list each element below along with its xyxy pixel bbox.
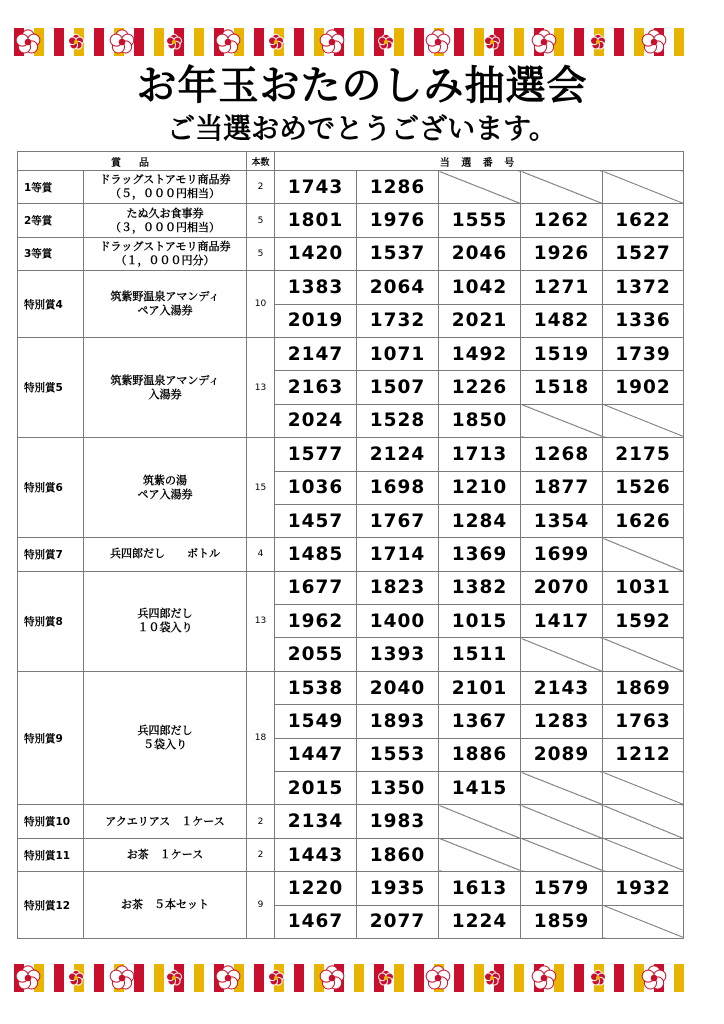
winning-number: 1926 [521,237,603,270]
table-header-row [18,152,684,171]
winning-number: 1626 [603,504,684,537]
empty-cell [439,838,521,871]
winning-number: 2134 [275,805,357,838]
empty-cell [603,805,684,838]
plum-blossom-icon [320,30,344,53]
winning-number: 1372 [603,271,684,304]
prize-name-line: ペア入湯券 [137,487,193,501]
winning-number: 2089 [521,738,603,771]
winning-number: 1415 [439,772,521,805]
prize-name-line: アクエリアス １ケース [105,814,225,828]
winning-number: 1528 [357,404,439,437]
prize-count: 13 [247,337,275,437]
bottom-decorative-banner [14,964,690,992]
winning-number: 1482 [521,304,603,337]
prize-name [84,538,247,571]
prize-count: 4 [247,538,275,571]
top-decorative-banner [14,28,690,56]
prize-name-line: ペア入湯券 [137,304,193,318]
winning-number: 1042 [439,271,521,304]
empty-cell [439,805,521,838]
prize-name [84,271,247,338]
empty-cell [603,772,684,805]
winning-number: 1492 [439,337,521,370]
empty-cell [521,772,603,805]
prize-rank: 2等賞 [18,204,84,237]
winning-number: 1383 [275,271,357,304]
winning-number: 1859 [521,905,603,938]
table-row [18,438,684,471]
winning-number: 1677 [275,571,357,604]
prize-rank: 1等賞 [18,171,84,204]
prize-name-line: 兵四郎だし [137,724,193,738]
winning-number: 1519 [521,337,603,370]
winning-number: 1420 [275,237,357,270]
winning-number: 1518 [521,371,603,404]
winning-number: 1743 [275,171,357,204]
empty-cell [521,838,603,871]
prize-name-line: 入湯券 [148,387,182,401]
winning-number: 1382 [439,571,521,604]
winning-number: 1869 [603,671,684,704]
winning-number: 1367 [439,705,521,738]
winning-number: 1071 [357,337,439,370]
winning-number: 2175 [603,438,684,471]
plum-blossom-icon [16,30,40,53]
prize-count: 5 [247,237,275,270]
winning-number: 1354 [521,504,603,537]
winning-number: 1286 [357,171,439,204]
empty-cell [603,404,684,437]
winning-number: 2064 [357,271,439,304]
winning-number: 1226 [439,371,521,404]
winning-number: 1549 [275,705,357,738]
prize-rank: 特別賞9 [18,671,84,805]
winning-number: 2143 [521,671,603,704]
page-title: お年玉おたのしみ抽選会 [136,63,588,109]
winning-number: 1350 [357,772,439,805]
winning-number: 1577 [275,438,357,471]
winning-number: 1932 [603,872,684,905]
prize-rank: 特別賞8 [18,571,84,671]
prize-name [84,171,247,204]
plum-blossom-icon [110,30,134,53]
winning-number: 1457 [275,504,357,537]
winning-number: 1823 [357,571,439,604]
header-prize: 賞 品 [18,152,247,171]
winning-number: 1860 [357,838,439,871]
winning-number: 1886 [439,738,521,771]
prize-count: 15 [247,438,275,538]
prize-name-line: 兵四郎だし [137,607,193,621]
table-row [18,671,684,704]
plum-blossom-icon [426,966,450,989]
winning-number: 1713 [439,438,521,471]
page-subtitle: ご当選おめでとうございます。 [167,112,557,145]
winning-number: 1015 [439,605,521,638]
winning-number: 2163 [275,371,357,404]
prize-count: 2 [247,838,275,871]
table-row [18,805,684,838]
winning-number: 1511 [439,638,521,671]
prize-name-line: たぬ久お食事券 [126,206,204,220]
winning-number: 1467 [275,905,357,938]
table-row [18,271,684,304]
winning-number: 1212 [603,738,684,771]
winning-number: 1336 [603,304,684,337]
winning-numbers-table [17,151,684,939]
prize-count: 2 [247,171,275,204]
table-body [18,171,684,939]
winning-number: 1613 [439,872,521,905]
plum-blossom-icon [426,30,450,53]
winning-number: 1031 [603,571,684,604]
winning-number: 1271 [521,271,603,304]
winning-number: 1935 [357,872,439,905]
winning-number: 2046 [439,237,521,270]
prize-name-line: １０袋入り [137,621,193,635]
empty-cell [521,404,603,437]
table-row [18,337,684,370]
prize-name-line: ドラッグストアモリ商品券 [99,173,231,187]
winning-number: 1579 [521,872,603,905]
winning-number: 1714 [357,538,439,571]
prize-rank: 特別賞4 [18,271,84,338]
winning-number: 1262 [521,204,603,237]
empty-cell [439,171,521,204]
winning-number: 1622 [603,204,684,237]
winning-number: 1698 [357,471,439,504]
plum-blossom-icon [642,30,666,53]
plum-blossom-icon [484,970,499,985]
prize-name-line: 筑紫野温泉アマンディ [110,373,220,387]
prize-name [84,438,247,538]
winning-number: 1850 [439,404,521,437]
winning-number: 1962 [275,605,357,638]
header-count: 本数 [247,152,275,171]
empty-cell [603,171,684,204]
empty-cell [603,838,684,871]
plum-blossom-icon [68,970,83,985]
winning-number: 1902 [603,371,684,404]
plum-blossom-icon [642,966,666,989]
prize-count: 9 [247,872,275,939]
winning-number: 1036 [275,471,357,504]
winning-number: 1732 [357,304,439,337]
plum-blossom-icon [590,970,605,985]
prize-name [84,805,247,838]
winning-number: 1767 [357,504,439,537]
winning-number: 1220 [275,872,357,905]
table-row [18,204,684,237]
winning-number: 1893 [357,705,439,738]
prize-name-line: ドラッグストアモリ商品券 [99,239,231,253]
winning-number: 1393 [357,638,439,671]
winning-number: 2101 [439,671,521,704]
winning-number: 1443 [275,838,357,871]
plum-blossom-icon [590,34,605,49]
table-row [18,237,684,270]
winning-number: 2040 [357,671,439,704]
prize-name-line: （１，０００円分） [115,253,215,267]
plum-blossom-icon [16,966,40,989]
winning-number: 1507 [357,371,439,404]
table-row [18,171,684,204]
prize-rank: 特別賞12 [18,872,84,939]
prize-rank: 特別賞10 [18,805,84,838]
empty-cell [521,171,603,204]
winning-number: 2021 [439,304,521,337]
prize-rank: 特別賞7 [18,538,84,571]
plum-blossom-icon [166,34,181,49]
plum-blossom-icon [532,966,556,989]
winning-number: 1538 [275,671,357,704]
plum-blossom-icon [268,970,283,985]
winning-number: 1417 [521,605,603,638]
winning-number: 1527 [603,237,684,270]
prize-name-line: 筑紫野温泉アマンディ [110,290,220,304]
prize-name [84,838,247,871]
prize-name-line: （５，０００円相当） [110,187,220,201]
plum-blossom-icon [378,34,393,49]
header-winning-numbers: 当 選 番 号 [275,152,684,171]
winning-number: 2124 [357,438,439,471]
winning-number: 1739 [603,337,684,370]
prize-count: 10 [247,271,275,338]
winning-number: 1224 [439,905,521,938]
empty-cell [603,638,684,671]
prize-name-line: ５袋入り [143,738,187,752]
prize-name-line: お茶 ５本セット [121,898,209,912]
prize-count: 18 [247,671,275,805]
winning-number: 1983 [357,805,439,838]
winning-number: 2015 [275,772,357,805]
table-row [18,571,684,604]
winning-number: 1268 [521,438,603,471]
winning-number: 1284 [439,504,521,537]
plum-blossom-icon [532,30,556,53]
winning-number: 1400 [357,605,439,638]
winning-number: 2024 [275,404,357,437]
empty-cell [521,638,603,671]
winning-number: 1699 [521,538,603,571]
winning-number: 2077 [357,905,439,938]
plum-blossom-icon [68,34,83,49]
plum-blossom-icon [216,30,240,53]
table-row [18,838,684,871]
prize-name [84,204,247,237]
plum-blossom-icon [166,970,181,985]
prize-rank: 特別賞11 [18,838,84,871]
prize-count: 2 [247,805,275,838]
winning-number: 2070 [521,571,603,604]
winning-number: 1555 [439,204,521,237]
prize-rank: 特別賞5 [18,337,84,437]
winning-number: 1537 [357,237,439,270]
prize-name-line: 兵四郎だし ボトル [110,547,220,561]
plum-blossom-icon [268,34,283,49]
winning-number: 1526 [603,471,684,504]
plum-blossom-icon [484,34,499,49]
empty-cell [521,805,603,838]
prize-name [84,872,247,939]
winning-number: 1592 [603,605,684,638]
prize-name [84,671,247,805]
winning-number: 1553 [357,738,439,771]
winning-number: 1763 [603,705,684,738]
winning-number: 1976 [357,204,439,237]
prize-name-line: 筑紫の湯 [143,473,187,487]
winning-number: 2147 [275,337,357,370]
plum-blossom-pattern [14,28,690,56]
winning-number: 1485 [275,538,357,571]
plum-blossom-icon [110,966,134,989]
prize-name [84,237,247,270]
winning-number: 1877 [521,471,603,504]
plum-blossom-icon [320,966,344,989]
plum-blossom-pattern [14,964,690,992]
winning-number: 2055 [275,638,357,671]
prize-count: 5 [247,204,275,237]
plum-blossom-icon [378,970,393,985]
prize-name [84,571,247,671]
winning-number: 2019 [275,304,357,337]
empty-cell [603,905,684,938]
winning-number: 1210 [439,471,521,504]
prize-rank: 3等賞 [18,237,84,270]
winning-number: 1283 [521,705,603,738]
empty-cell [603,538,684,571]
prize-count: 13 [247,571,275,671]
prize-name-line: お茶 １ケース [126,848,204,861]
prize-rank: 特別賞6 [18,438,84,538]
prize-name-line: （３，０００円相当） [110,220,220,234]
plum-blossom-icon [216,966,240,989]
table-row [18,538,684,571]
winning-number: 1801 [275,204,357,237]
table-row [18,872,684,905]
winning-number: 1447 [275,738,357,771]
prize-name [84,337,247,437]
winning-number: 1369 [439,538,521,571]
